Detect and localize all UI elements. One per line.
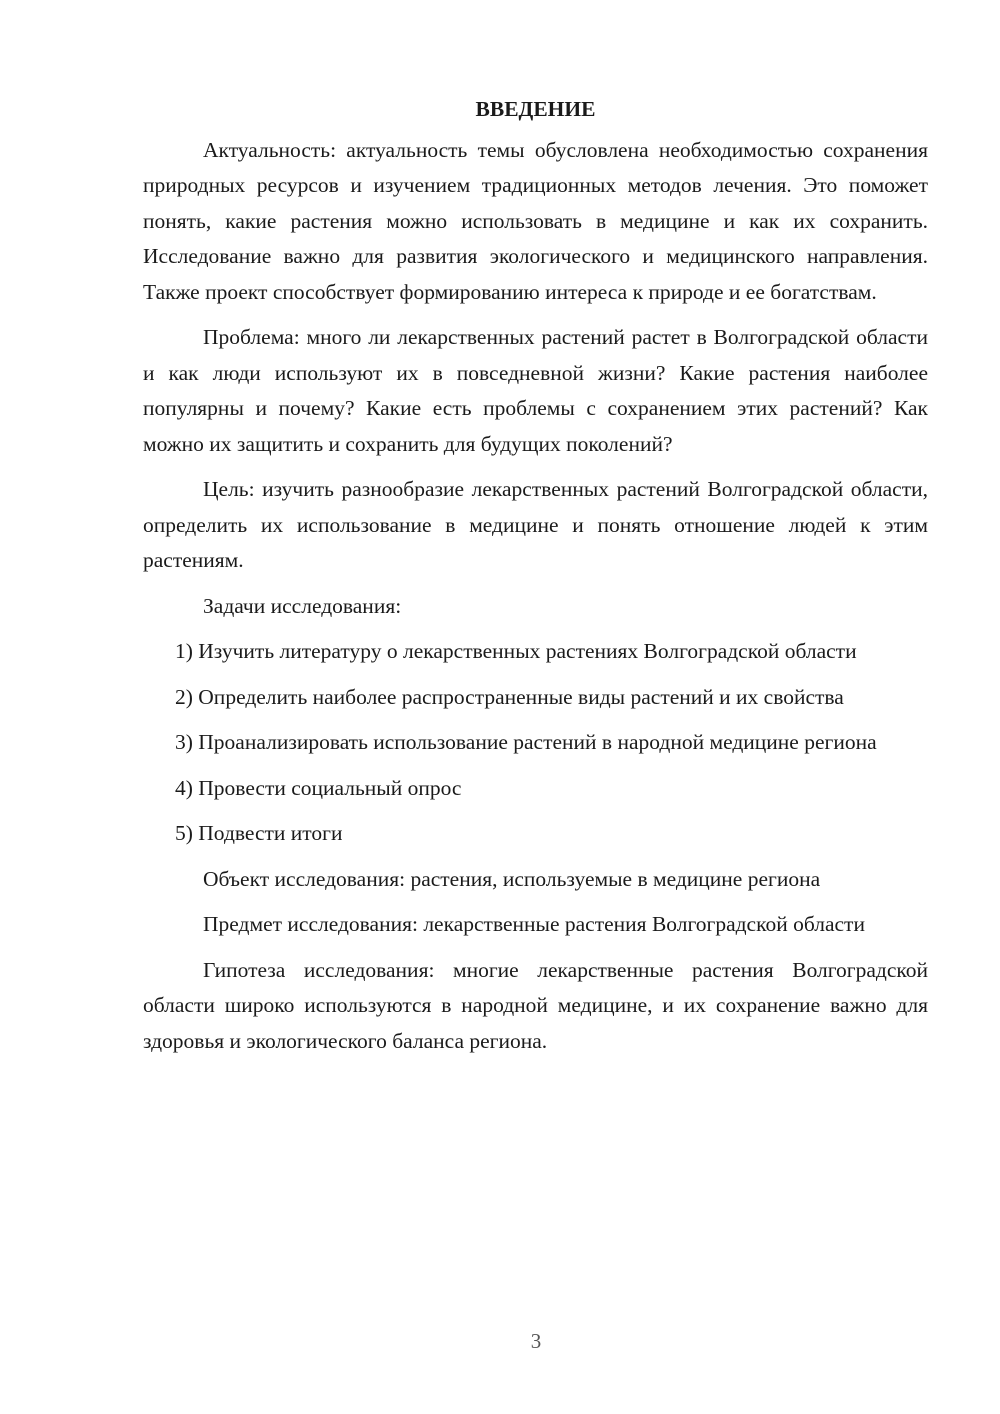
subject-paragraph: Предмет исследования: лекарственные растения Волгоградской области [203,912,865,936]
list-item: 1) Изучить литературу о лекарственных растениях Волгоградской области [175,639,857,663]
page-title: ВВЕДЕНИЕ [475,97,596,121]
hypothesis-paragraph: Гипотеза исследования: многие лекарственные растения Волгоградской области широко используются в народной медицине, и их сохранение важно для здоровья и экологического баланса региона. [143,957,928,1053]
list-item: 3) Проанализировать использование растений в народной медицине региона [175,730,877,754]
document-page [143,92,928,1069]
tasks-heading: Задачи исследования: [203,593,402,618]
problem-paragraph: Проблема: много ли лекарственных растений растет в Волгоградской области и как люди используют их в повседневной жизни? Какие растения наиболее популярны и почему? Какие есть проблемы с сохранением этих растений? Как можно их защитить и сохранить для будущих поколений? [143,325,928,456]
goal-paragraph: Цель: изучить разнообразие лекарственных растений Волгоградской области, определить их использование в медицине и понять отношение людей к этим растениям. [143,477,928,572]
object-paragraph: Объект исследования: растения, используемые в медицине региона [203,866,821,891]
list-item: 4) Провести социальный опрос [175,775,462,800]
tasks-list [143,634,928,852]
relevance-paragraph: Актуальность: актуальность темы обусловлена необходимостью сохранения природных ресурсов и изучением традиционных методов лечения. Это поможет понять, какие растения можно использовать в медицине и как их сохранить. Исследование важно для развития экологического и медицинского направления. Также проект способствует формированию интереса к природе и ее богатствам. [143,137,928,304]
list-item: 2) Определить наиболее распространенные виды растений и их свойства [175,684,844,709]
page-number: 3 [530,1329,542,1353]
list-item: 5) Подвести итоги [175,821,343,845]
